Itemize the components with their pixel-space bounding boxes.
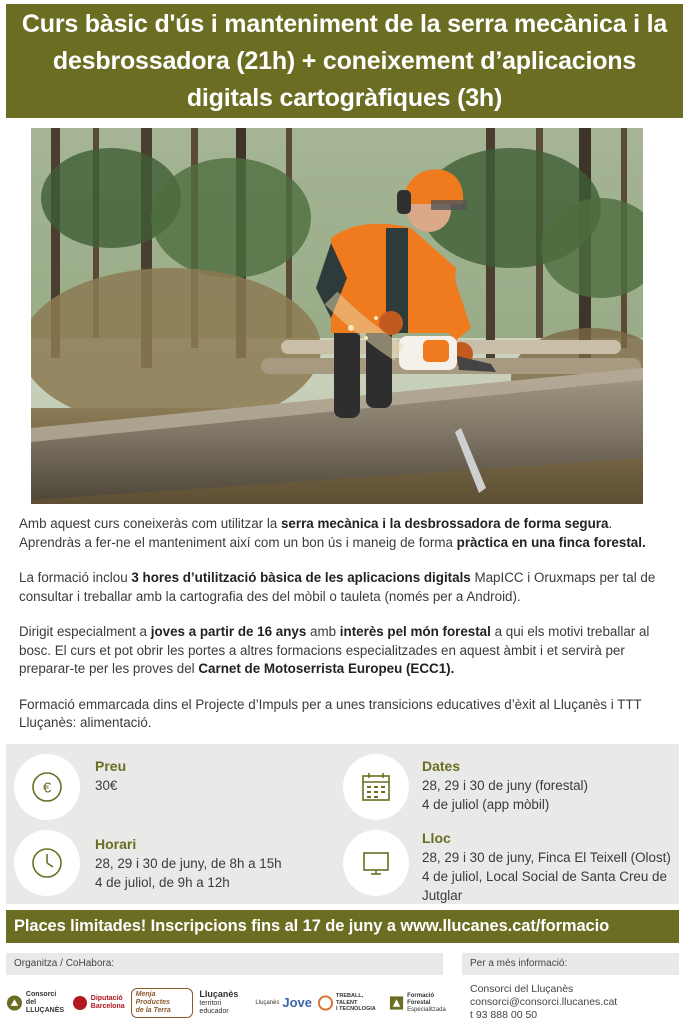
monitor-icon-circle — [343, 830, 409, 896]
price-value: 30€ — [95, 778, 118, 793]
description-paragraph: Amb aquest curs coneixeràs com utilitzar la serra mecànica i la desbrossadora de forma segura. Aprendràs a fer-ne el manteniment així com un bon ús i maneig de forma pràctica en una finca forestal. — [19, 516, 646, 550]
diputacio-barcelona-logo: Diputació Barcelona — [72, 995, 125, 1011]
title-banner — [6, 4, 683, 118]
more-info-label: Per a més informació: — [462, 953, 679, 975]
schedule-line: 4 de juliol, de 9h a 12h — [95, 875, 230, 890]
euro-icon-circle — [14, 754, 80, 820]
llucanes-jove-logo: Lluçanès Jove — [255, 995, 312, 1010]
svg-text:€: € — [42, 779, 52, 797]
location-label: Lloc — [422, 830, 451, 846]
monitor-icon — [359, 846, 393, 880]
description-paragraph: La formació inclou 3 hores d’utilització bàsica de les aplicacions digitals MapICC i Oruxmaps per tal de consultar i treballar amb la cartografia des del mòbil o tauleta (només per a Android). — [19, 570, 656, 604]
schedule-label: Horari — [95, 836, 137, 852]
clock-icon-circle — [14, 830, 80, 896]
calendar-icon — [359, 770, 393, 804]
contact-phone[interactable]: t 93 888 00 50 — [470, 1009, 538, 1021]
dates-line: 4 de juliol (app mòbil) — [422, 797, 550, 812]
treball-talent-logo: TREBALL, TALENT I TECNOLOGIA — [318, 993, 383, 1013]
dates-line: 28, 29 i 30 de juny (forestal) — [422, 778, 588, 793]
clock-icon — [30, 846, 64, 880]
price-label: Preu — [95, 758, 127, 774]
chainsaw-worker-photo — [31, 128, 643, 504]
page-title: Curs bàsic d'ús i manteniment de la serra mecànica i la desbrossadora (21h) + coneixement d’aplicacions digitals cartogràfiques (3h) — [21, 9, 668, 112]
schedule-line: 28, 29 i 30 de juny, de 8h a 15h — [95, 856, 282, 871]
productes-terra-logo: Menja Productes de la Terra — [131, 988, 194, 1018]
course-description — [19, 515, 674, 750]
course-info-panel — [6, 744, 679, 904]
euro-icon — [30, 770, 64, 804]
consorci-llucanes-logo: Consorci del LLUÇANÈS — [6, 991, 66, 1015]
organizers-label: Organitza / CoHabora: — [6, 953, 443, 975]
description-paragraph: Formació emmarcada dins el Projecte d’Impuls per a unes transicions educatives d’èxit al Lluçanès i TTT Lluçanès: alimentació. — [19, 696, 642, 730]
location-line: 4 de juliol, Local Social de Santa Creu de Jutglar — [422, 869, 667, 903]
contact-email[interactable]: consorci@consorci.llucanes.cat — [470, 996, 618, 1008]
registration-banner[interactable]: Places limitades! Inscripcions fins al 17 de juny a www.llucanes.cat/formacio — [6, 910, 679, 943]
location-line: 28, 29 i 30 de juny, Finca El Teixell (Olost) — [422, 850, 671, 865]
contact-info — [470, 983, 617, 1022]
dates-label: Dates — [422, 758, 461, 774]
description-paragraph: Dirigit especialment a joves a partir de 16 anys amb interès pel món forestal a qui els motivi treballar al bosc. El curs et pot obrir les portes a altres formacions especialitzades en aquest àmbit i et servirà per preparar-te per les proves del Carnet de Motoserrista Europeu (ECC1). — [19, 624, 650, 676]
partner-logos — [6, 988, 456, 1018]
territori-educador-logo: Lluçanès territori educador — [199, 989, 239, 1015]
calendar-icon-circle — [343, 754, 409, 820]
contact-name: Consorci del Lluçanès — [470, 983, 574, 995]
formacio-forestal-logo: Formació Forestal Especialitzada — [389, 993, 456, 1014]
